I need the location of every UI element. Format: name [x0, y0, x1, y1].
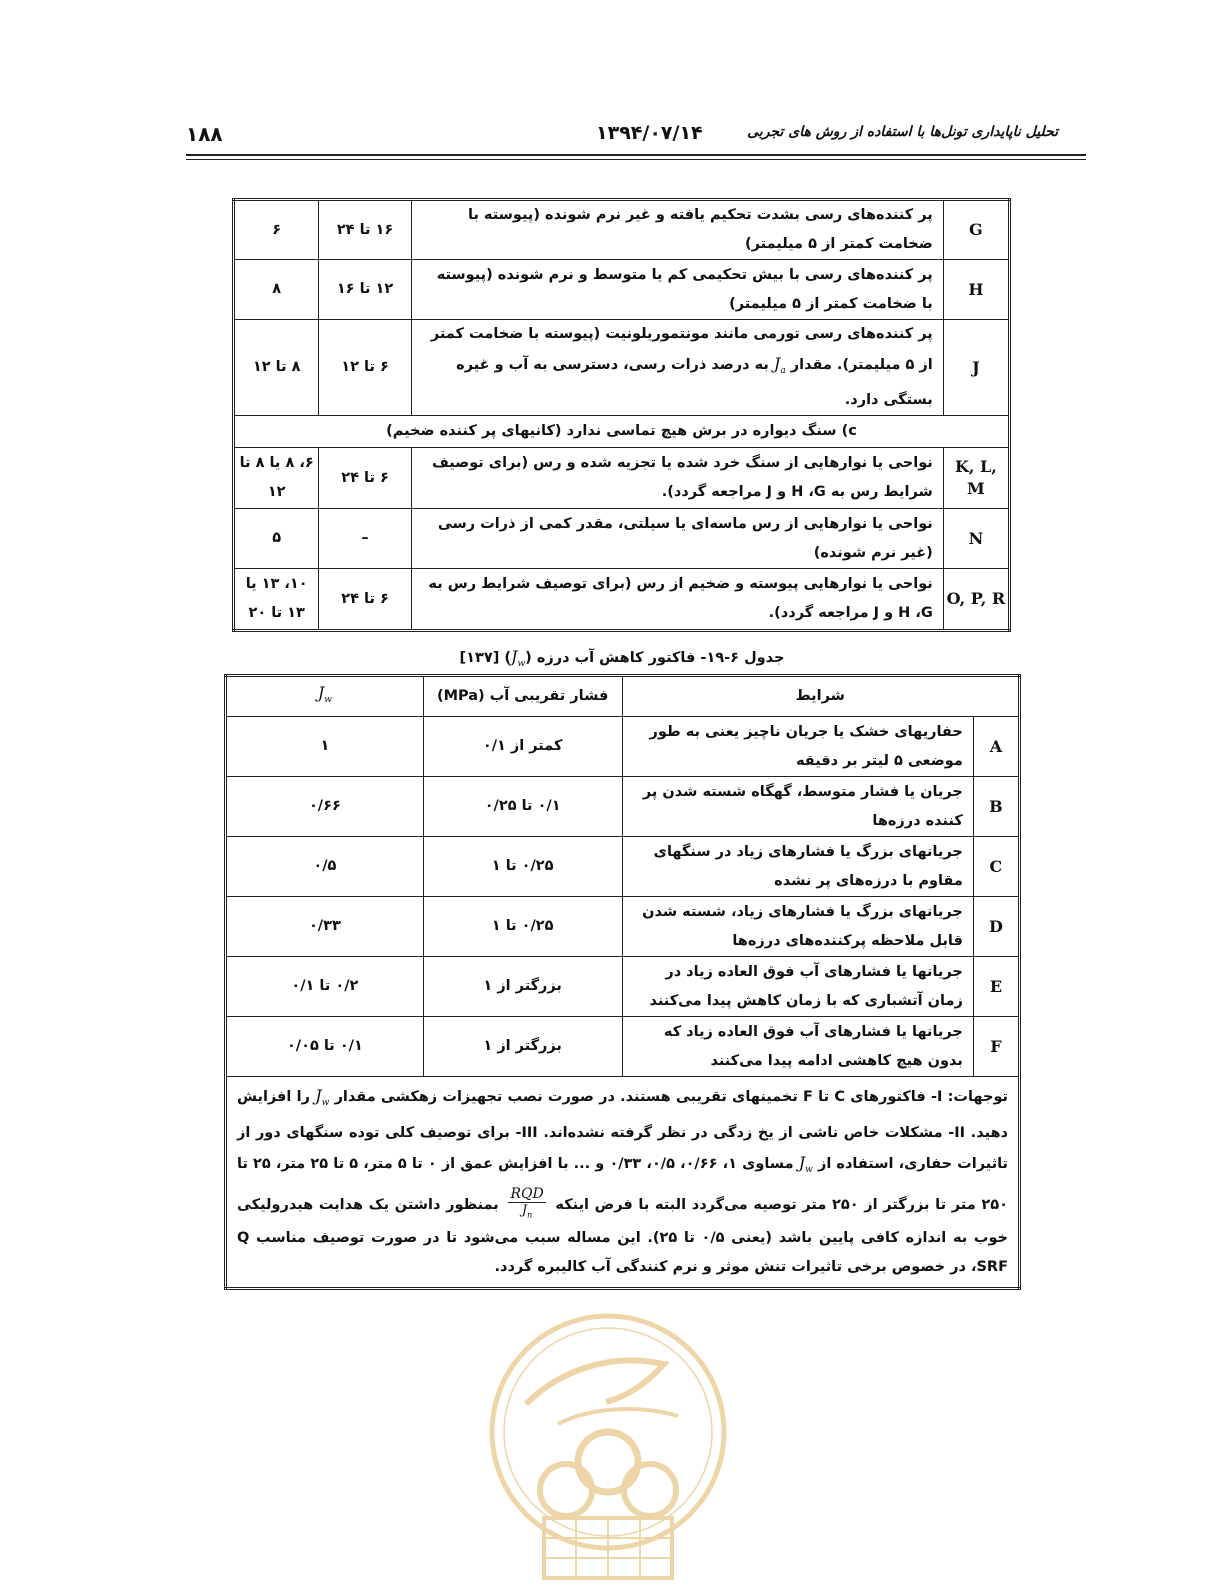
table-row [234, 200, 1010, 260]
ja-value: ۸ [234, 260, 319, 320]
row-description [411, 320, 943, 416]
table-row [234, 320, 1010, 416]
row-description: جریان یا فشار متوسط، گهگاه شسته شدن پر کننده درزه‌ها [622, 777, 973, 837]
friction-angle: ۶ تا ۲۴ [319, 448, 411, 509]
notes-text: مساوی ۱، ۰/۶۶، ۰/۵، ۰/۳۳ و ... با افزایش عمق از ۰ تا ۵ متر، ۵ تا ۲۵ متر، ۲۵ تا ۲۵۰ متر تا بزرگتر از ۲۵۰ متر توصیه می‌گردد البته با فرض اینکه [237, 1156, 1008, 1213]
jw-value: ۰/۵ [226, 837, 424, 897]
row-code: E [973, 957, 1019, 1017]
desc-text-cont: به درصد ذرات رسی، دسترسی به آب و غیره بستگی دارد. [456, 357, 933, 409]
table-row [234, 569, 1010, 631]
row-code: F [973, 1017, 1019, 1077]
jw-symbol: $J_w$ [315, 1086, 330, 1109]
jw-value: ۰/۶۶ [226, 777, 424, 837]
row-code: A [973, 717, 1019, 777]
ja-value: ۵ [234, 509, 319, 569]
water-pressure: بزرگتر از ۱ [423, 1017, 622, 1077]
jw-symbol: $J_w$ [511, 647, 526, 670]
jw-symbol: $J_w$ [798, 1153, 813, 1176]
friction-angle: – [319, 509, 411, 569]
jw-value: ۰/۳۳ [226, 897, 424, 957]
notes-row [226, 1077, 1020, 1288]
header-jw: $J_w$ [226, 676, 424, 717]
row-description: نواحی یا نوارهایی از رس ماسه‌ای یا سیلتی، مقدر کمی از ذرات رسی (غیر نرم شونده) [411, 509, 943, 569]
friction-angle: ۶ تا ۱۲ [319, 320, 411, 416]
friction-angle: ۱۶ تا ۲۴ [319, 200, 411, 260]
table-notes [226, 1077, 1020, 1288]
water-reduction-table [224, 674, 1021, 1290]
ja-value: ۶ [234, 200, 319, 260]
row-code: J [943, 320, 1009, 416]
row-code: D [973, 897, 1019, 957]
table-row [234, 260, 1010, 320]
table-row [226, 957, 1020, 1017]
notes-text: را افزایش دهید. II- مشکلات خاص ناشی از یخ زدگی در نظر گرفته نشده‌اند. III- برای توصیف کلی توده سنگهای دور از تاثیرات حفاری، استفاده از [237, 1089, 1008, 1173]
ja-symbol: $J_a$ [773, 354, 786, 377]
header-pressure: فشار تقریبی آب (MPa) [423, 676, 622, 717]
joint-filling-table [232, 198, 1011, 632]
water-pressure: کمتر از ۰/۱ [423, 717, 622, 777]
row-description: پر کننده‌های رسی با بیش تحکیمی کم یا متوسط و نرم شونده (پیوسته با ضخامت کمتر از ۵ میلیمتر) [411, 260, 943, 320]
table-row [226, 777, 1020, 837]
notes-text: توجهات: I- فاکتورهای C تا F تخمینهای تقریبی هستند. در صورت نصب تجهیزات زهکشی مقدار [334, 1089, 1008, 1106]
row-description: جریانهای بزرگ یا فشارهای زیاد در سنگهای مقاوم با درزه‌های پر نشده [622, 837, 973, 897]
row-description: نواحی یا نوارهایی از سنگ خرد شده یا تجزیه شده و رس (برای توصیف شرایط رس به H ،G و J مراجعه گردد). [411, 448, 943, 509]
table-row [234, 448, 1010, 509]
header-rule [186, 154, 1086, 156]
water-pressure: بزرگتر از ۱ [423, 957, 622, 1017]
page-number: ۱۸۸ [186, 122, 223, 146]
jw-value: ۰/۱ تا ۰/۰۵ [226, 1017, 424, 1077]
caption-ref: ) [۱۳۷] [459, 650, 512, 666]
row-description: جریانهای بزرگ یا فشارهای زیاد، شسته شدن قابل ملاحظه پرکننده‌های درزه‌ها [622, 897, 973, 957]
rqd-jn-fraction: $\frac{\text{RQD}}{J_n}$ [510, 1186, 544, 1220]
header-date: ۱۳۹۴/۰۷/۱۴ [596, 122, 703, 144]
row-description: حفاریهای خشک یا جریان ناچیز یعنی به طور موضعی ۵ لیتر بر دقیقه [622, 717, 973, 777]
row-description: جریانها یا فشارهای آب فوق العاده زیاد که بدون هیچ کاهشی ادامه پیدا می‌کنند [622, 1017, 973, 1077]
row-description: پر کننده‌های رسی بشدت تحکیم یافته و غیر نرم شونده (پیوسته با ضخامت کمتر از ۵ میلیمتر) [411, 200, 943, 260]
ja-value: ۱۰، ۱۳ یا ۱۳ تا ۲۰ [234, 569, 319, 631]
row-code: C [973, 837, 1019, 897]
jw-value: ۰/۲ تا ۰/۱ [226, 957, 424, 1017]
running-title: تحلیل ناپایداری تونل‌ها با استفاده از روش های تجربی [747, 124, 1058, 140]
row-code: H [943, 260, 1009, 320]
page-header [186, 118, 1060, 148]
table-row [234, 509, 1010, 569]
row-code: G [943, 200, 1009, 260]
header-condition: شرایط [622, 676, 1019, 717]
caption-text: جدول ۶-۱۹- فاکتور کاهش آب درزه ( [525, 650, 785, 666]
section-row [234, 416, 1010, 448]
notes-text: بمنظور داشتن یک هدایت هیدرولیکی خوب به اندازه کافی پایین باشد (یعنی ۰/۵ تا ۲۵). این مساله سبب می‌شود تا در صورت توصیف مناسب Q ،SRF در خصوص برخی تاثیرات تنش موثر و نرم کنندگی آب کالیبره گردد. [237, 1196, 1008, 1276]
friction-angle: ۱۲ تا ۱۶ [319, 260, 411, 320]
jw-value: ۱ [226, 717, 424, 777]
row-code: B [973, 777, 1019, 837]
table-row [226, 897, 1020, 957]
ja-value: ۸ تا ۱۲ [234, 320, 319, 416]
table-caption [222, 647, 1022, 669]
section-heading: c) سنگ دیواره در برش هیچ تماسی ندارد (کانیهای پر کننده ضخیم) [234, 416, 1010, 448]
row-description: نواحی یا نوارهایی پیوسته و ضخیم از رس (برای توصیف شرایط رس به H ،G و J مراجعه گردد). [411, 569, 943, 631]
row-code: O, P, R [943, 569, 1009, 631]
header-rule-thin [186, 159, 1086, 160]
table-row [226, 717, 1020, 777]
header-row [226, 676, 1020, 717]
row-code: N [943, 509, 1009, 569]
watermark-seal-icon [488, 1312, 728, 1584]
desc-text: پر کننده‌های رسی تورمی مانند مونتموریلونیت (پیوسته با ضخامت کمتر از ۵ میلیمتر). مقدار [430, 326, 933, 373]
row-code: K, L, M [943, 448, 1009, 509]
water-pressure: ۰/۲۵ تا ۱ [423, 837, 622, 897]
table-row [226, 1017, 1020, 1077]
water-pressure: ۰/۱ تا ۰/۲۵ [423, 777, 622, 837]
ja-value: ۶، ۸ یا ۸ تا ۱۲ [234, 448, 319, 509]
water-pressure: ۰/۲۵ تا ۱ [423, 897, 622, 957]
friction-angle: ۶ تا ۲۴ [319, 569, 411, 631]
table-row [226, 837, 1020, 897]
row-description: جریانها یا فشارهای آب فوق العاده زیاد در زمان آتشباری که با زمان کاهش پیدا می‌کنند [622, 957, 973, 1017]
